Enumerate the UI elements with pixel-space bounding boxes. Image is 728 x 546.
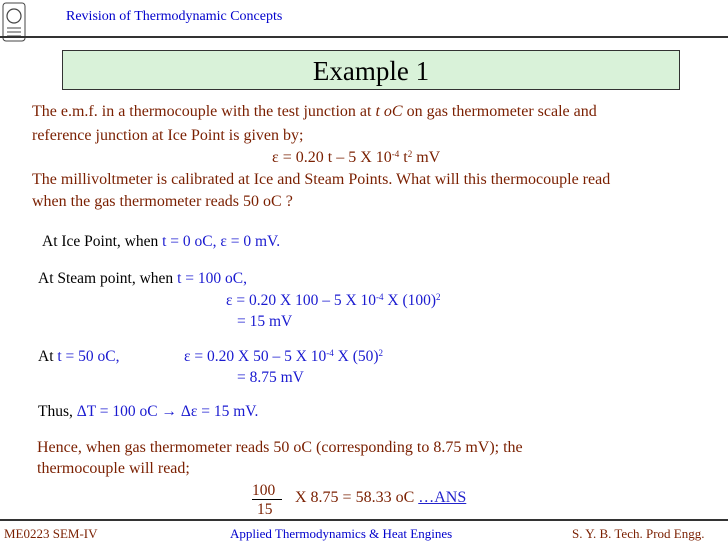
- at50-result: = 8.75 mV: [237, 369, 304, 386]
- steam-label: At Steam point, when: [38, 270, 178, 287]
- steam-result: = 15 mV: [237, 313, 293, 330]
- final-calculation: [295, 489, 466, 507]
- thus-value: ΔT = 100 oC → Δε = 15 mV.: [76, 403, 259, 420]
- ice-point-line: [42, 233, 280, 251]
- calc-text: X 8.75 = 58.33 oC: [295, 489, 419, 506]
- eq-exponent: -4: [391, 149, 400, 159]
- answer-link[interactable]: …ANS: [418, 489, 467, 506]
- footer-course-name: Applied Thermodynamics & Heat Engines: [230, 526, 453, 541]
- hence-line-1: Hence, when gas thermometer reads 50 oC (corresponding to 8.75 mV); the: [37, 439, 523, 456]
- eq-part: X (100): [383, 292, 437, 309]
- eq-exponent: -4: [326, 348, 334, 358]
- eq-exponent: 2: [407, 149, 413, 159]
- ice-label: At Ice Point, when: [42, 233, 163, 250]
- problem-text: on gas thermometer scale and: [402, 103, 597, 120]
- eq-exponent: 2: [436, 292, 441, 302]
- eq-part: t: [399, 149, 408, 166]
- problem-line-4: The millivoltmeter is calibrated at Ice and Steam Points. What will this thermocouple read: [32, 171, 611, 188]
- thus-line: [38, 403, 258, 421]
- fraction-denominator: 15: [257, 501, 273, 518]
- at50-label: At: [38, 348, 58, 365]
- steam-point-line: [38, 270, 247, 288]
- eq-exponent: -4: [376, 292, 384, 302]
- footer-program: S. Y. B. Tech. Prod Engg.: [572, 526, 705, 541]
- footer-divider: [0, 519, 728, 521]
- problem-line-2: reference junction at Ice Point is given by;: [32, 127, 304, 144]
- fraction-numerator: 100: [252, 482, 276, 499]
- hence-line-2: thermocouple will read;: [37, 460, 190, 477]
- eq-part: mV: [412, 149, 441, 166]
- problem-text: The e.m.f. in a thermocouple with the test junction at: [32, 103, 376, 120]
- ice-value: t = 0 oC, ε = 0 mV.: [162, 233, 281, 250]
- at50-condition: t = 50 oC,: [57, 348, 120, 365]
- problem-var-t: t: [375, 103, 380, 120]
- eq-part: ε = 0.20 t – 5 X 10: [272, 149, 392, 166]
- problem-line-5: when the gas thermometer reads 50 oC ?: [32, 193, 293, 210]
- slide-series-title: Revision of Thermodynamic Concepts: [66, 9, 283, 24]
- eq-part: ε = 0.20 X 50 – 5 X 10: [184, 348, 327, 365]
- slide-heading: Example 1: [62, 50, 680, 90]
- problem-line-1: [32, 103, 597, 121]
- eq-part: X (50): [333, 348, 379, 365]
- steam-condition: t = 100 oC,: [177, 270, 247, 287]
- fraction-bar: [252, 499, 282, 500]
- problem-degree: oC: [383, 103, 403, 120]
- thus-label: Thus,: [38, 403, 77, 420]
- problem-equation: [272, 149, 440, 167]
- header-divider: [0, 36, 728, 38]
- at50-line: [38, 348, 120, 366]
- footer-course-code: ME0223 SEM-IV: [4, 526, 98, 541]
- eq-part: ε = 0.20 X 100 – 5 X 10: [226, 292, 377, 309]
- steam-equation: [226, 292, 441, 310]
- eq-exponent: 2: [378, 348, 384, 358]
- at50-equation: [184, 348, 383, 366]
